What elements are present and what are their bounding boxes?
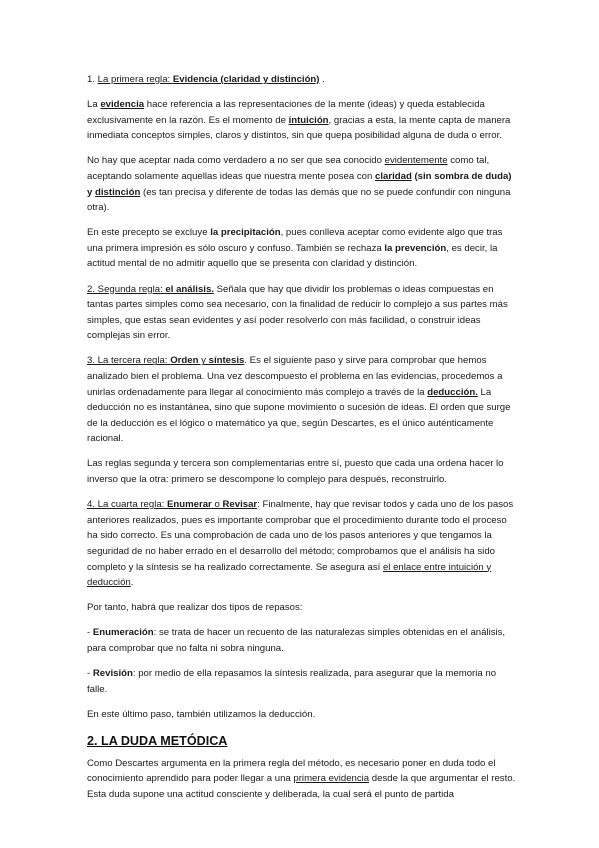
list-item-revision: - Revisión: por medio de ella repasamos la síntesis realizada, para asegurar que la memoria no falle. <box>87 668 497 695</box>
section-heading-duda-metodica: 2. LA DUDA METÓDICA <box>87 733 228 748</box>
rule-label: La primera regla <box>97 74 168 85</box>
term-evidencia: evidencia <box>100 99 145 111</box>
paragraph-repasos: Por tanto, habrá que realizar dos tipos de repasos: <box>87 602 303 614</box>
term-enlace: el enlace entre intuición y deducción <box>87 561 492 589</box>
term-deduccion: deducción. <box>427 386 478 398</box>
rule-colon: : <box>167 74 173 85</box>
term-revision: Revisión <box>92 668 133 679</box>
rule-number: 1. <box>87 74 98 85</box>
paragraph-complementarias: Las reglas segunda y tercera son complementarias entre sí, puesto que cada una ordena hacer lo inverso que la otra: primero se descompone lo complejo para después, reconstruirlo. <box>87 458 504 486</box>
term-claridad: claridad <box>375 170 412 182</box>
term-precipitacion: la precipitación <box>210 227 281 239</box>
term-enumerar: Enumerar <box>167 499 212 511</box>
term-primera-evidencia: primera evidencia <box>293 773 370 785</box>
paragraph-tercera-regla: 3. La tercera regla: Orden y síntesis. Es el siguiente paso y sirve para comprobar que hemos analizado bien el problema. Una vez descompuesto el problema en las evidencias, procedemos a unirlas ordenadamente para llegar al conocimiento más complejo a través de la deducción. La deducción no es instantánea, sino que supone movimiento o sucesión de ideas. El orden que surge de la deducción es el lógico o matemático ya que, según Descartes, es el único auténticamente racional. <box>87 355 511 445</box>
paragraph-ultimo-paso: En este último paso, también utilizamos la deducción. <box>87 708 316 720</box>
term-intuicion: intuición <box>288 114 329 126</box>
rule-2-label: 2. Segunda regla: <box>87 283 166 295</box>
term-prevencion: la prevención <box>384 242 447 254</box>
rule-4-label: 4. La cuarta regla: <box>87 499 167 511</box>
list-item-enumeracion: - Enumeración: se trata de hacer un recuento de las naturalezas simples obtenidas en el análisis, para comprobar que no falta ni sobra ninguna. <box>87 627 506 654</box>
paragraph-precipitacion: En este precepto se excluye la precipitación, pues conlleva aceptar como evidente algo que tras una primera impresión es sólo oscuro y confuso. También se rechaza la prevención, es decir, la actitud mental de no admitir aquello que se presenta con claridad y distinción. <box>87 227 503 270</box>
term-evidentemente: evidentemente <box>384 155 448 167</box>
rule-1-heading <box>87 72 517 88</box>
term-orden: Orden <box>170 355 199 367</box>
paragraph-aceptar: No hay que aceptar nada como verdadero a no ser que sea conocido evidentemente como tal, aceptando solamente aquellas ideas que nuestra mente posea con claridad (sin sombra de duda) y distinción (es tan precisa y diferente de todas las demás que no se puede confundir con ninguna otra). <box>87 155 512 214</box>
paragraph-segunda-regla: 2. Segunda regla: el análisis. Señala que hay que dividir los problemas o ideas compuestas en tantas partes simples como sea necesario, con la finalidad de reducir lo complejo a sus partes más simples, que estas sean evidentes y así poder resolverlo con más facilidad, o construir ideas complejas sin error. <box>87 283 508 342</box>
term-revisar: Revisar <box>222 499 258 511</box>
rule-end: . <box>319 74 325 85</box>
term-sintesis: síntesis <box>208 355 245 367</box>
paragraph-evidencia: La evidencia hace referencia a las representaciones de la mente (ideas) y queda establecida exclusivamente en la razón. Es el momento de intuición, gracias a esta, la mente capta de manera inmediata conceptos simples, claros y distintos, sin que quepa posibilidad alguna de duda o error. <box>87 99 511 142</box>
term-enumeracion: Enumeración <box>92 627 154 639</box>
rule-3-label: 3. La tercera regla: <box>87 355 171 367</box>
rule-title: Evidencia (claridad y distinción) <box>172 74 320 85</box>
term-analisis: el análisis. <box>165 283 214 295</box>
paragraph-duda: Como Descartes argumenta en la primera regla del método, es necesario poner en duda todo el conocimiento aprendido para poder llegar a una primera evidencia desde la que argumentar el resto. Esta duda supone una actitud consciente y deliberada, la cual será el punto de partida <box>87 757 516 800</box>
term-distincion: distinción <box>95 186 141 198</box>
paragraph-cuarta-regla: 4. La cuarta regla: Enumerar o Revisar: Finalmente, hay que revisar todos y cada uno de los pasos anteriores realizados, pues es importante comprobar que el procedimiento durante todo el proceso ha sido correcto. Es una comprobación de cada uno de los pasos anteriores y que tengamos la seguridad de no haber errado en el desarrollo del método; comprobamos que el análisis ha sido completo y la síntesis se ha realizado correctamente. Se asegura así el enlace entre intuición y deducción. <box>87 499 514 589</box>
